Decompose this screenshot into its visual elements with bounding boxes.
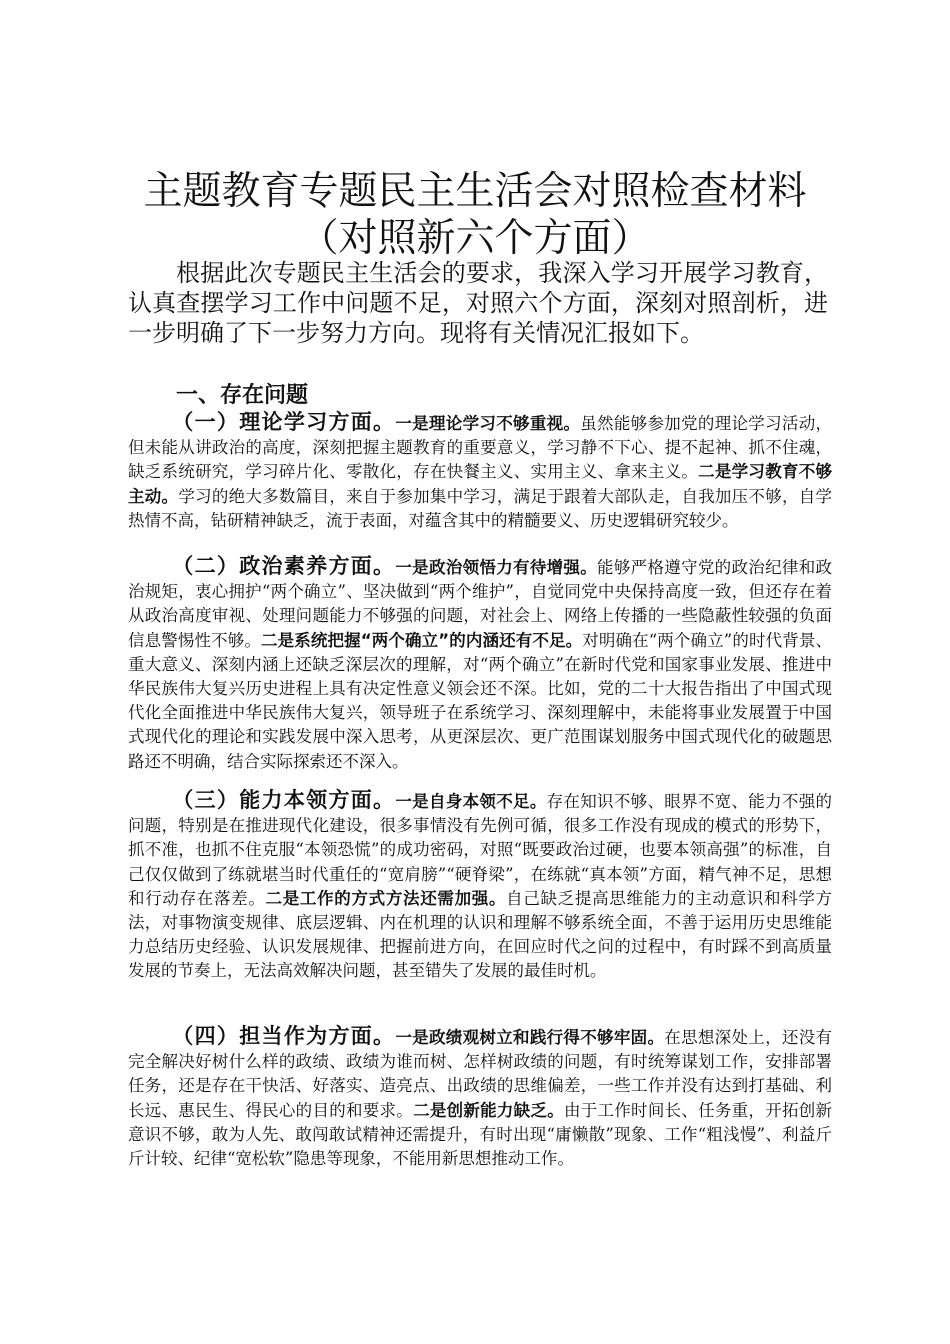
point-1-title: 一是政绩观树立和践行得不够牢固。 — [395, 1028, 665, 1047]
point-2-title: 二是系统把握“两个确立”的内涵还有不足。 — [261, 630, 583, 650]
paragraph-responsibility — [128, 1024, 832, 1171]
point-2-title: 二是工作的方式方法还需加强。 — [265, 888, 507, 908]
subheading-responsibility: （四）担当作为方面。 — [172, 1024, 396, 1048]
subheading-theory-study: （一）理论学习方面。 — [172, 410, 396, 434]
point-1-text: 存在知识不够、眼界不宽、能力不强的问题，特别是在推进现代化建设，很多事情没有先例可循，很多工作没有现成的模式的形势下，抓不准，也抓不住克服“本领恐慌”的成功密码，对照“既要政治过硬，也要本领高强”的标准，自己仅仅做到了练就堪当时代重任的“宽肩膀”“硬脊梁”，在练就“真本领”方面，精气神不足，思想和行动存在落差。 — [128, 792, 833, 908]
point-1-text: 在思想深处上，还没有完全解决好树什么样的政绩、政绩为谁而树、怎样树政绩的问题，有时统筹谋划工作，安排部署任务，还是存在干快活、好落实、造亮点、出政绩的思维偏差，一些工作并没有达到打基础、利长远、惠民生、得民心的目的和要求。 — [128, 1028, 833, 1120]
point-1-text: 能够严格遵守党的政治纪律和政治规矩，衷心拥护“两个确立”、坚决做到“两个维护”，自觉同党中央保持高度一致，但还存在着从政治高度审视、处理问题能力不够强的问题，对社会上、网络上传播的一些隐蔽性较强的负面信息警惕性不够。 — [128, 558, 833, 650]
paragraph-theory-study — [128, 410, 832, 533]
point-1-title: 一是理论学习不够重视。 — [395, 414, 581, 433]
point-2-text: 自己缺乏提高思维能力的主动意识和科学方法，对事物演变规律、底层逻辑、内在机理的认识和理解不够系统全面，不善于运用历史思维能力总结历史经验、认识发展规律、把握前进方向，在回应时代之问的过程中，有时踩不到高质量发展的节奏上，无法高效解决问题，甚至错失了发展的最佳时机。 — [128, 888, 832, 981]
point-1-title: 一是自身本领不足。 — [395, 792, 547, 811]
paragraph-political-literacy — [128, 554, 832, 774]
point-2-title: 二是创新能力缺乏。 — [413, 1100, 564, 1120]
point-1-title: 一是政治领悟力有待增强。 — [395, 558, 598, 577]
section-heading-problems: 一、存在问题 — [176, 383, 309, 408]
intro-paragraph: 根据此次专题民主生活会的要求，我深入学习开展学习教育，认真查摆学习工作中问题不足，对照六个方面，深刻对照剖析，进一步明确了下一步努力方向。现将有关情况汇报如下。 — [128, 259, 828, 347]
paragraph-ability — [128, 788, 832, 984]
point-2-text: 由于工作时间长、任务重，开拓创新意识不够，敢为人先、敢闯敢试精神还需提升，有时出现“庸懒散”现象、工作“粗浅慢”、利益斤斤计较、纪律“宽松软”隐患等现象，不能用新思想推动工作。 — [128, 1100, 833, 1169]
point-2-text: 对明确在“两个确立”的时代背景、重大意义、深刻内涵上还缺乏深层次的理解，对“两个确立”在新时代党和国家事业发展、推进中华民族伟大复兴历史进程上具有决定性意义领会还不深。比如，党的二十大报告指出了中国式现代化全面推进中华民族伟大复兴，领导班子在系统学习、深刻理解中，未能将事业发展置于中国式现代化的理论和实践发展中深入思考，从更深层次、更广范围谋划服务中国式现代化的破题思路还不明确，结合实际探索还不深入。 — [128, 630, 832, 771]
document-title: 主题教育专题民主生活会对照检查材料（对照新六个方面） — [143, 169, 807, 261]
point-2-text: 学习的绝大多数篇目，来自于参加集中学习，满足于跟着大部队走，自我加压不够，自学热情不高，钻研精神缺乏，流于表面，对蕴含其中的精髓要义、历史逻辑研究较少。 — [128, 486, 833, 530]
point-1-text: 虽然能够参加党的理论学习活动，但未能从讲政治的高度，深刻把握主题教育的重要意义，学习静不下心、提不起神、抓不住魂，缺乏系统研究，学习碎片化、零散化，存在快餐主义、实用主义、拿来主义。 — [128, 414, 833, 482]
subheading-political-literacy: （二）政治素养方面。 — [172, 554, 396, 578]
subheading-ability: （三）能力本领方面。 — [172, 788, 396, 812]
point-2-title: 二是学习教育不够主动。 — [128, 462, 833, 506]
